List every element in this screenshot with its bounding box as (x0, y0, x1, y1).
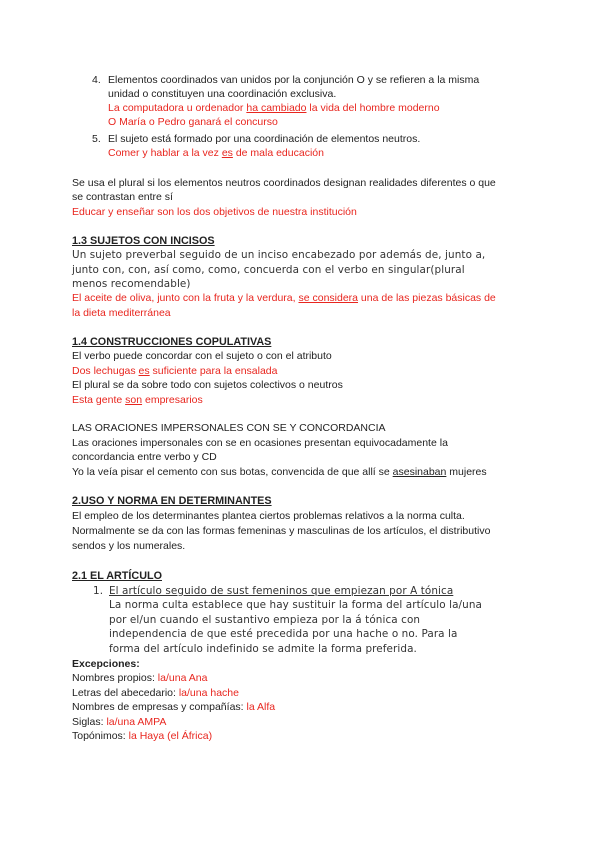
plural-note-line2: se contrastan entre sí (72, 191, 173, 203)
example-gente (72, 393, 203, 407)
s2-line2: Normalmente se da con las formas femeninas y masculinas de los artículos, el distributivo (72, 525, 491, 537)
underlined-verb: asesinaban (392, 466, 447, 478)
s14-line2: El plural se da sobre todo con sujetos colectivos o neutros (72, 379, 343, 391)
example-text: El aceite de oliva, junto con la fruta y la verdura, (72, 292, 299, 304)
s2-line1: El empleo de los determinantes plantea ciertos problemas relativos a la norma culta. (72, 510, 465, 522)
exceptions-title: Excepciones: (72, 658, 140, 670)
s2-line3: sendos y los numerales. (72, 540, 186, 552)
exception-label: Nombres propios: (72, 672, 158, 684)
list-item-5: El sujeto está formado por una coordinación de elementos neutros. (108, 133, 421, 145)
list-number-5: 5. (92, 133, 101, 145)
s13-line3: menos recomendable) (72, 278, 191, 290)
exception-item (72, 700, 275, 714)
s21-para-line4: forma del artículo indefinido se admite la forma preferida. (109, 643, 417, 655)
underlined-verb: se considera (298, 292, 359, 304)
exception-value: la Haya (el África) (128, 730, 213, 742)
s21-para-line1: La norma culta establece que hay sustituir la forma del artículo la/una (109, 599, 482, 611)
example-text: de mala educación (232, 147, 324, 159)
exception-value: la/una AMPA (106, 716, 167, 728)
exception-value: la Alfa (246, 701, 276, 713)
example-maria-pedro: O María o Pedro ganará el concurso (108, 116, 278, 128)
example-text: Comer y hablar a la vez (108, 147, 222, 159)
example-text: la vida del hombre moderno (306, 102, 440, 114)
s14-line1: El verbo puede concordar con el sujeto o con el atributo (72, 350, 332, 362)
impersonal-line2: concordancia entre verbo y CD (72, 451, 217, 463)
example-text: empresarios (142, 394, 203, 406)
exception-label: Nombres de empresas y compañías: (72, 701, 247, 713)
list-number-1: 1. (93, 585, 104, 597)
exception-item (72, 671, 207, 685)
example-text: Dos lechugas (72, 365, 139, 377)
section-title-1-3: 1.3 SUJETOS CON INCISOS (72, 235, 215, 247)
list-item-4-line2: unidad o constituyen una coordinación exclusiva. (108, 88, 337, 100)
impersonal-line1: Las oraciones impersonales con se en ocasiones presentan equivocadamente la (72, 437, 448, 449)
example-educar: Educar y enseñar son los dos objetivos de nuestra institución (72, 206, 357, 218)
impersonal-title: LAS ORACIONES IMPERSONALES CON SE Y CONCORDANCIA (72, 422, 386, 434)
example-aceite-line2: la dieta mediterránea (72, 307, 171, 319)
example-text: una de las piezas básicas de (358, 292, 496, 304)
exception-value: la/una Ana (157, 672, 208, 684)
exception-item (72, 686, 239, 700)
exception-value: la/una hache (178, 687, 239, 699)
example-text: suficiente para la ensalada (149, 365, 278, 377)
example-text: mujeres (446, 466, 487, 478)
example-comer-hablar (108, 146, 324, 160)
example-computadora (108, 101, 440, 115)
underlined-verb: son (125, 394, 143, 406)
s13-line2: junto con, con, así como, como, concuerda con el verbo en singular(plural (72, 264, 465, 276)
list-item-4-line1: Elementos coordinados van unidos por la conjunción O y se refieren a la misma (108, 74, 480, 86)
example-asesinaban (72, 465, 487, 479)
underlined-verb: ha cambiado (246, 102, 307, 114)
s21-item1: El artículo seguido de sust femeninos que empiezan por A tónica (109, 585, 454, 597)
s21-para-line2: por el/un cuando el sustantivo empieza por la á tónica con (109, 614, 421, 626)
underlined-verb: es (221, 147, 233, 159)
example-text: La computadora u ordenador (108, 102, 247, 114)
exception-label: Letras del abecedario: (72, 687, 179, 699)
section-title-2: 2.USO Y NORMA EN DETERMINANTES (72, 495, 272, 507)
example-lechugas (72, 364, 277, 378)
exception-item (72, 729, 212, 743)
exception-label: Siglas: (72, 716, 107, 728)
example-text: Yo la veía pisar el cemento con sus botas, convencida de que allí se (72, 466, 393, 478)
underlined-verb: es (138, 365, 150, 377)
section-title-2-1: 2.1 EL ARTÍCULO (72, 570, 162, 582)
s21-para-line3: independencia de que esté precedida por una hache o no. Para la (109, 628, 458, 640)
exception-label: Topónimos: (72, 730, 129, 742)
example-text: Esta gente (72, 394, 126, 406)
section-title-1-4: 1.4 CONSTRUCCIONES COPULATIVAS (72, 336, 272, 348)
example-aceite-line1 (72, 291, 496, 305)
plural-note-line1: Se usa el plural si los elementos neutros coordinados designan realidades diferentes o que (72, 177, 496, 189)
exception-item (72, 715, 166, 729)
list-number-4: 4. (92, 74, 101, 86)
s13-line1: Un sujeto preverbal seguido de un inciso encabezado por además de, junto a, (72, 249, 486, 261)
